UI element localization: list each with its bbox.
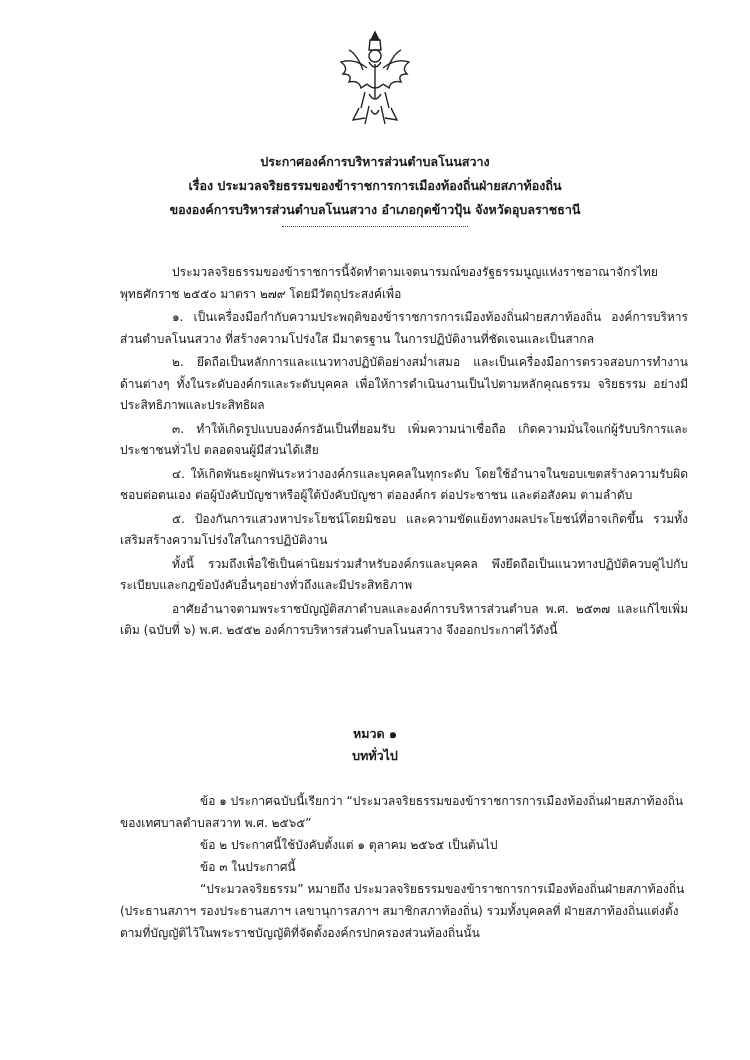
objective-item-3: ๓. ทำให้เกิดรูปแบบองค์กรอันเป็นที่ยอมรับ เพิ่มความน่าเชื่อถือ เกิดความมั่นใจแก่ผู้รับบริการและประชาชนทั่วไป ตลอดจนผู้มีส่วนได้เสีย [120,421,688,457]
objective-item-1: ๑. เป็นเครื่องมือกำกับความประพฤติของข้าราชการการเมืองท้องถิ่นฝ่ายสภาท้องถิ่น องค์การบริหารส่วนตำบลโนนสวาง ที่สร้างความโปร่งใส มีมาตรฐาน ในการปฏิบัติงานที่ชัดเจนและเป็นสากล [120,310,688,346]
authority-paragraph: อาศัยอำนาจตามพระราชบัญญัติสภาตำบลและองค์การบริหารส่วนตำบล พ.ศ. ๒๕๓๗ และแก้ไขเพิ่มเติม (ฉบับที่ ๖) พ.ศ. ๒๕๕๒ องค์การบริหารส่วนตำบลโนนสวาง จึงออกประกาศไว้ดังนี้ [120,601,688,637]
header-title: ประกาศองค์การบริหารส่วนตำบลโนนสวาง [260,154,490,169]
note-paragraph: ทั้งนี้ รวมถึงเพื่อใช้เป็นค่านิยมร่วมสำหรับองค์กรและบุคคล พึงยึดถือเป็นแนวทางปฏิบัติควบคู่ไปกับระเบียบและกฎข้อบังคับอื่นๆอย่างทั่วถึงและมีประสิทธิภาพ [120,556,688,592]
chapter-title: บททั่วไป [352,748,398,763]
document-header [0,150,750,222]
clause-1: ข้อ ๑ ประกาศฉบับนี้เรียกว่า “ประมวลจริยธรรมของข้าราชการการเมืองท้องถิ่นฝ่ายสภาท้องถิ่นของเทศบาลตำบลสวาท พ.ศ. ๒๕๖๕” [120,794,684,830]
definition-paragraph: “ประมวลจริยธรรม” หมายถึง ประมวลจริยธรรมของข้าราชการการเมืองท้องถิ่นฝ่ายสภาท้องถิ่น (ประธานสภาฯ รองประธานสภาฯ เลขานุการสภาฯ สมาชิกสภาท้องถิ่น) รวมทั้งบุคคลที่ ฝ่ายสภาท้องถิ่นแต่งตั้ง ตามที่บัญญัติไว้ในพระราชบัญญัติที่จัดตั้งองค์กรปกครองส่วนท้องถิ่นนั้น [120,882,685,940]
header-divider [282,226,468,227]
chapter-number: หมวด ๑ [353,726,397,741]
garuda-emblem-icon [335,28,415,128]
clause-3: ข้อ ๓ ในประกาศนี้ [200,860,296,874]
chapter-clauses [120,790,688,944]
objective-item-5: ๕. ป้องกันการแสวงหาประโยชน์โดยมิชอบ และความขัดแย้งทางผลประโยชน์ที่อาจเกิดขึ้น รวมทั้งเสริมสร้างความโปร่งใสในการปฏิบัติงาน [120,511,688,547]
header-organization: ขององค์การบริหารส่วนตำบลโนนสวาง อำเภอกุดข้าวปุ้น จังหวัดอุบลราชธานี [169,202,581,217]
header-subject: เรื่อง ประมวลจริยธรรมของข้าราชการการเมืองท้องถิ่นฝ่ายสภาท้องถิ่น [188,178,562,193]
objective-item-4: ๔. ให้เกิดพันธะผูกพันระหว่างองค์กรและบุคคลในทุกระดับ โดยใช้อำนาจในขอบเขตสร้างความรับผิดชอบต่อตนเอง ต่อผู้บังคับบัญชาหรือผู้ใต้บังคับบัญชา ต่อองค์กร ต่อประชาชน และต่อสังคม ตามลำดับ [120,466,688,502]
objective-item-2: ๒. ยึดถือเป็นหลักการและแนวทางปฏิบัติอย่างสม่ำเสมอ และเป็นเครื่องมือการตรวจสอบการทำงานด้านต่างๆ ทั้งในระดับองค์กรและระดับบุคคล เพื่อให้การดำเนินงานเป็นไปตามหลักคุณธรรม จริยธรรม อย่างมีประสิทธิภาพและประสิทธิผล [120,355,688,412]
clause-2: ข้อ ๒ ประกาศนี้ใช้บังคับตั้งแต่ ๑ ตุลาคม ๒๕๖๕ เป็นต้นไป [200,838,498,852]
preamble-paragraph: ประมวลจริยธรรมของข้าราชการนี้จัดทำตามเจตนารมณ์ของรัฐธรรมนูญแห่งราชอาณาจักรไทย พุทธศักราช ๒๕๕๐ มาตรา ๒๗๙ โดยมีวัตถุประสงค์เพื่อ [120,265,658,301]
preamble [120,262,688,644]
